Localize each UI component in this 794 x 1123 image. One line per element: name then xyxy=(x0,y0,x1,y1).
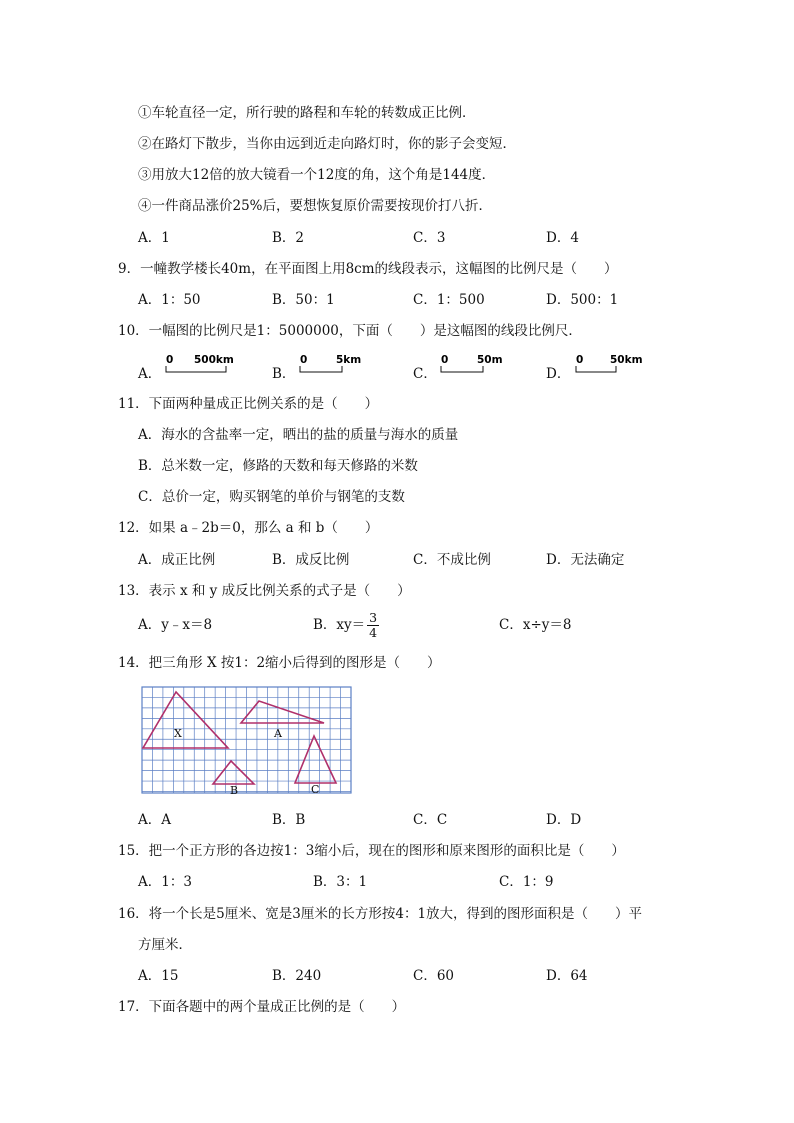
q13-stem: 13．表示 x 和 y 成反比例关系的式子是（ ） xyxy=(118,583,411,599)
q15-option-a[interactable]: A．1：3 xyxy=(138,874,192,890)
label-b: B xyxy=(230,784,239,796)
q10-option-d-letter: D． xyxy=(546,366,571,382)
q16-option-b[interactable]: B．240 xyxy=(272,968,322,984)
q13-fraction-numerator: 3 xyxy=(369,610,378,625)
q13-fraction-denominator: 4 xyxy=(369,625,378,640)
q16-option-d[interactable]: D．64 xyxy=(546,968,588,984)
q8-option-c[interactable]: C．3 xyxy=(413,230,446,246)
q12-stem: 12．如果 a﹣2b＝0，那么 a 和 b（ ） xyxy=(118,520,379,536)
triangle-b xyxy=(213,761,254,784)
label-x: X xyxy=(174,727,182,740)
scale-bar-b-label: 5km xyxy=(336,354,362,366)
scale-bar-b xyxy=(294,352,374,378)
q15-option-b[interactable]: B．3：1 xyxy=(313,874,368,890)
triangle-a xyxy=(241,701,324,723)
q8-option-d[interactable]: D．4 xyxy=(546,230,579,246)
q12-option-d[interactable]: D．无法确定 xyxy=(546,552,625,568)
scale-bar-d-zero: 0 xyxy=(576,354,584,366)
q9-option-a[interactable]: A．1：50 xyxy=(138,292,201,308)
q9-option-d[interactable]: D．500：1 xyxy=(546,292,619,308)
q13-option-b-prefix: B．xy＝ xyxy=(313,617,366,633)
q11-stem: 11．下面两种量成正比例关系的是（ ） xyxy=(118,396,379,412)
scale-bar-b-zero: 0 xyxy=(300,354,308,366)
scale-bar-d xyxy=(568,352,648,378)
q9-option-c[interactable]: C．1：500 xyxy=(413,292,485,308)
q16-option-c[interactable]: C．60 xyxy=(413,968,455,984)
scale-bar-d-label: 50km xyxy=(610,354,643,366)
q10-option-c[interactable] xyxy=(413,365,437,383)
scale-bar-a xyxy=(160,352,240,378)
q13-option-a[interactable]: A．y﹣x＝8 xyxy=(138,617,213,633)
q8-option-b[interactable]: B．2 xyxy=(272,230,305,246)
q9-stem: 9．一幢教学楼长40m，在平面图上用8cm的线段表示，这幅图的比例尺是（ ） xyxy=(118,261,618,277)
q13-option-c[interactable]: C．x÷y＝8 xyxy=(499,617,572,633)
q14-stem: 14．把三角形 X 按1：2缩小后得到的图形是（ ） xyxy=(118,655,441,671)
q13-fraction xyxy=(367,611,379,640)
scale-bar-c-zero: 0 xyxy=(441,354,449,366)
q15-stem: 15．把一个正方形的各边按1：3缩小后，现在的图形和原来图形的面积比是（ ） xyxy=(118,843,625,859)
label-a: A xyxy=(274,727,282,740)
statement-3: ③用放大12倍的放大镜看一个12度的角，这个角是144度． xyxy=(138,167,496,183)
scale-bar-a-zero: 0 xyxy=(166,354,174,366)
q11-option-b[interactable]: B．总米数一定，修路的天数和每天修路的米数 xyxy=(138,458,418,474)
q15-option-c[interactable]: C．1：9 xyxy=(499,874,554,890)
scale-bar-a-label: 500km xyxy=(194,354,234,366)
q16-option-a[interactable]: A．15 xyxy=(138,968,179,984)
q11-option-a[interactable]: A．海水的含盐率一定，晒出的盐的质量与海水的质量 xyxy=(138,427,459,443)
scale-bar-c xyxy=(435,352,515,378)
q12-option-a[interactable]: A．成正比例 xyxy=(138,552,216,568)
q10-option-b-letter: B． xyxy=(272,366,296,382)
q10-option-a-letter: A． xyxy=(138,366,162,382)
q10-option-a[interactable] xyxy=(138,365,161,383)
q17-stem: 17．下面各题中的两个量成正比例的是（ ） xyxy=(118,999,406,1015)
q14-option-c[interactable]: C．C xyxy=(413,812,448,828)
q14-grid-figure xyxy=(141,686,353,796)
q10-option-c-letter: C． xyxy=(413,366,437,382)
q8-option-a[interactable]: A．1 xyxy=(138,230,170,246)
q16-stem-line2: 方厘米． xyxy=(138,937,192,953)
q9-option-b[interactable]: B．50：1 xyxy=(272,292,335,308)
q10-option-b[interactable] xyxy=(272,365,295,383)
q16-stem-line1: 16．将一个长是5厘米、宽是3厘米的长方形按4：1放大，得到的图形面积是（ ）平 xyxy=(118,906,643,922)
statement-2: ②在路灯下散步，当你由远到近走向路灯时，你的影子会变短． xyxy=(138,136,516,152)
q10-stem: 10．一幅图的比例尺是1：5000000，下面（ ）是这幅图的线段比例尺． xyxy=(118,323,582,339)
q11-option-c[interactable]: C．总价一定，购买钢笔的单价与钢笔的支数 xyxy=(138,489,405,505)
q12-option-b[interactable]: B．成反比例 xyxy=(272,552,350,568)
q10-option-d[interactable] xyxy=(546,365,570,383)
scale-bar-c-label: 50m xyxy=(477,354,503,366)
q14-option-b[interactable]: B．B xyxy=(272,812,306,828)
q14-option-a[interactable]: A．A xyxy=(138,812,171,828)
q12-option-c[interactable]: C．不成比例 xyxy=(413,552,491,568)
statement-4: ④一件商品涨价25%后，要想恢复原价需要按现价打八折． xyxy=(138,198,493,214)
q13-option-b[interactable] xyxy=(313,605,379,645)
q14-option-d[interactable]: D．D xyxy=(546,812,582,828)
statement-1: ①车轮直径一定，所行驶的路程和车轮的转数成正比例． xyxy=(138,105,476,121)
label-c: C xyxy=(311,783,320,796)
